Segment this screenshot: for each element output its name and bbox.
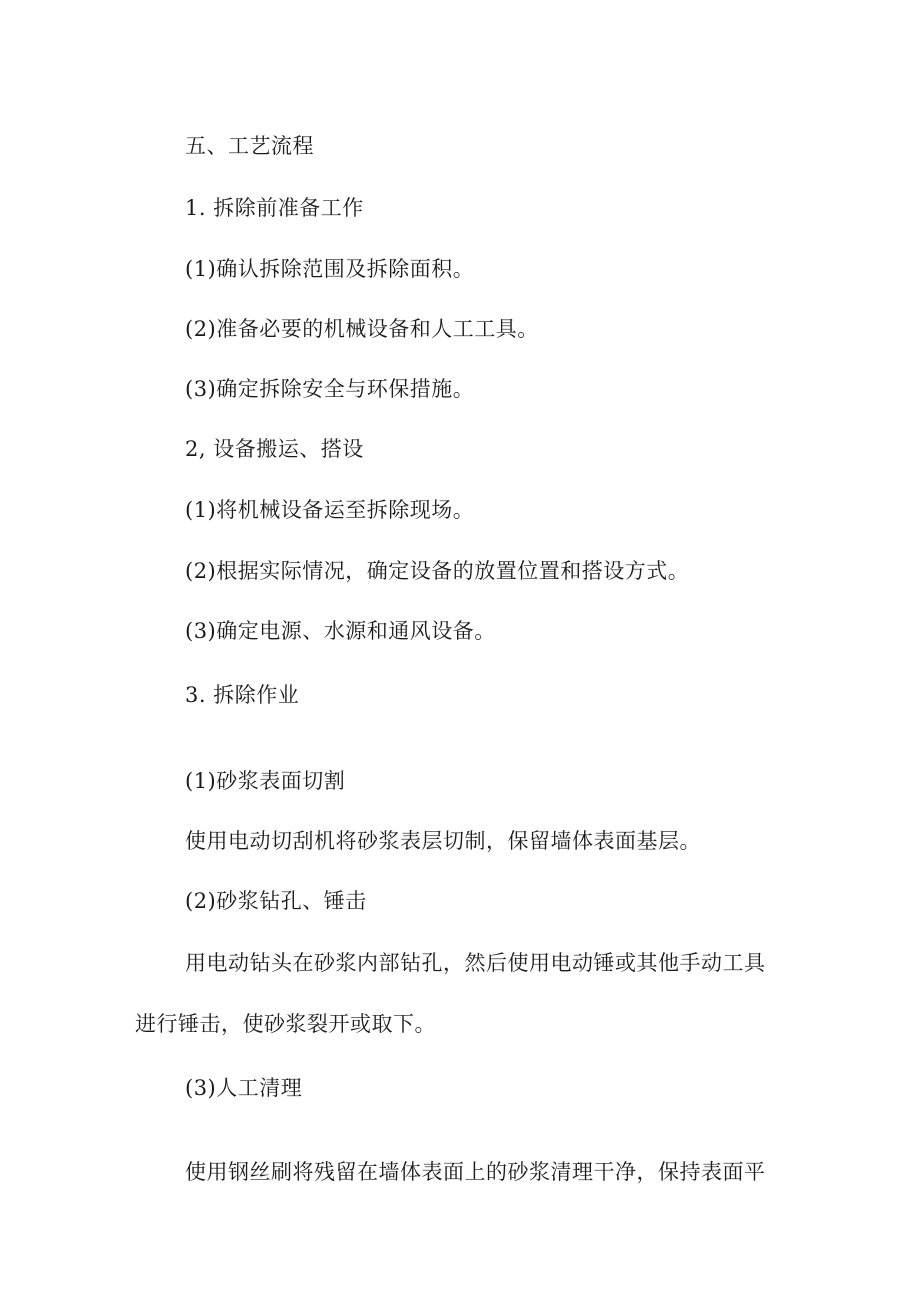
step2-heading: 2, 设备搬运、搭设 — [185, 437, 364, 461]
step3-heading: 3. 拆除作业 — [185, 683, 300, 707]
step1-heading: 1. 拆除前准备工作 — [185, 196, 364, 220]
step3-sub1-title: (1)砂浆表面切割 — [185, 769, 346, 793]
step3-sub3-title: (3)人工清理 — [185, 1076, 303, 1100]
step1-item-1: (1)确认拆除范围及拆除面积。 — [185, 257, 475, 281]
step3-sub2-text-line1: 用电动钻头在砂浆内部钻孔，然后使用电动锤或其他手动工具 — [185, 951, 766, 975]
step1-item-3: (3)确定拆除安全与环保措施。 — [185, 377, 475, 401]
step3-sub2-title: (2)砂浆钻孔、锤击 — [185, 889, 367, 913]
step1-item-2: (2)准备必要的机械设备和人工工具。 — [185, 317, 539, 341]
step2-item-1: (1)将机械设备运至拆除现场。 — [185, 498, 475, 522]
step3-sub3-text: 使用钢丝刷将残留在墙体表面上的砂浆清理干净，保持表面平 — [185, 1160, 766, 1184]
section-title: 五、工艺流程 — [185, 134, 314, 158]
step3-sub2-text-line2: 进行锤击，使砂浆裂开或取下。 — [135, 1012, 436, 1036]
step2-item-3: (3)确定电源、水源和通风设备。 — [185, 619, 496, 643]
step3-sub1-text: 使用电动切刮机将砂浆表层切制，保留墙体表面基层。 — [185, 829, 701, 853]
step2-item-2: (2)根据实际情况，确定设备的放置位置和搭设方式。 — [185, 559, 690, 583]
